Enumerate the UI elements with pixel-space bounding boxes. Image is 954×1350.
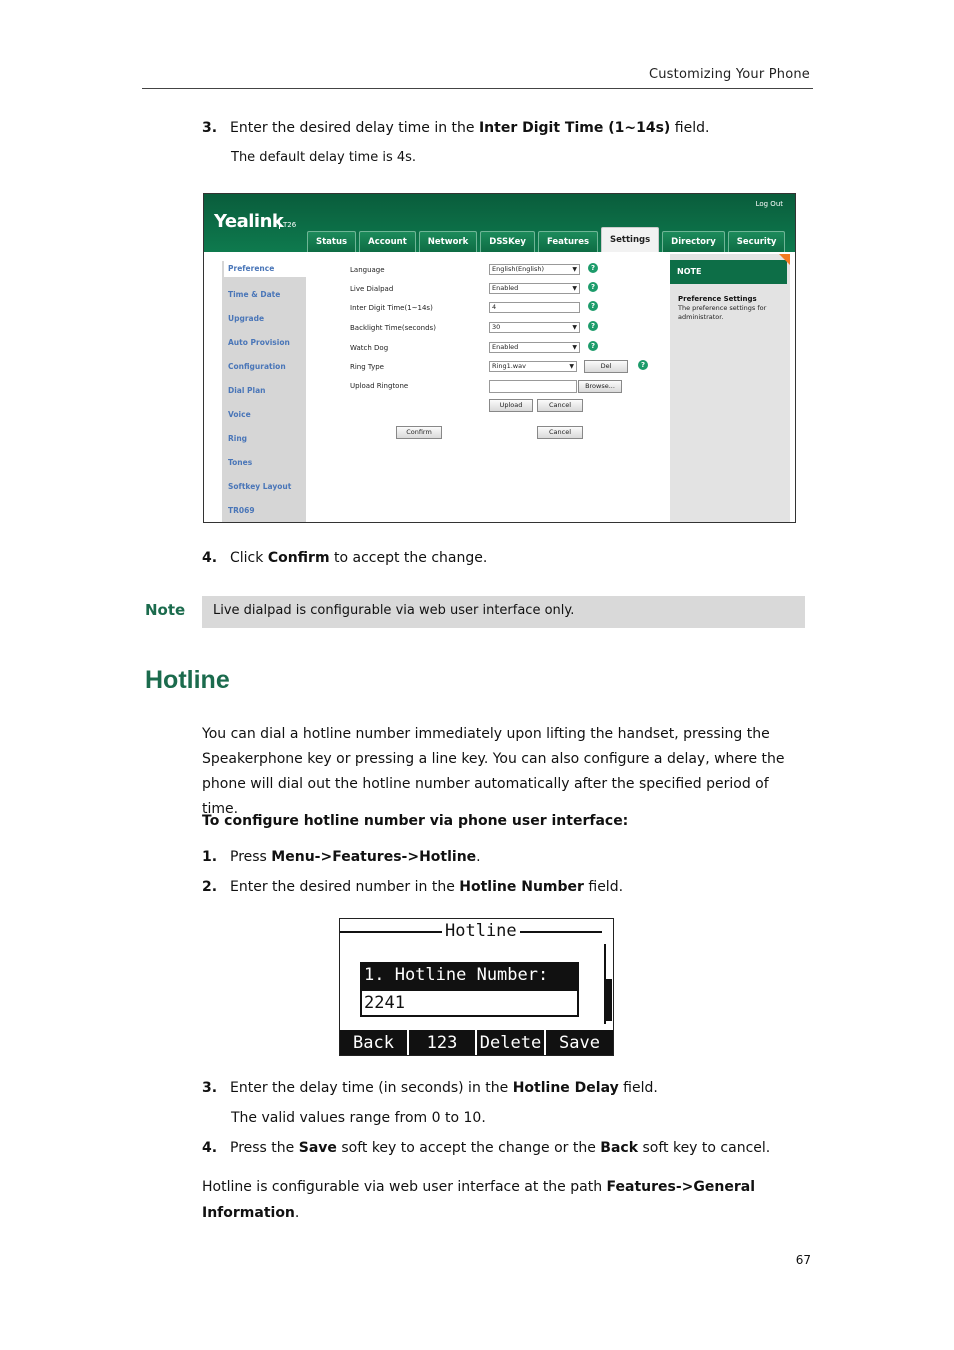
inter-digit-time-value: 4 bbox=[492, 303, 497, 311]
web-ui-note-panel bbox=[670, 254, 790, 523]
tab-network[interactable]: Network bbox=[419, 231, 477, 252]
step-number: 3. bbox=[202, 1080, 218, 1096]
step-text: Enter the desired delay time in the bbox=[230, 120, 479, 136]
step-bold-2: Back bbox=[600, 1140, 639, 1156]
help-icon[interactable]: ? bbox=[588, 341, 598, 351]
running-header: Customizing Your Phone bbox=[648, 67, 810, 82]
step-text: Press bbox=[230, 849, 272, 865]
label-ring-type: Ring Type bbox=[350, 363, 384, 371]
menu-tr069[interactable]: TR069 bbox=[228, 506, 255, 515]
tab-dsskey[interactable]: DSSKey bbox=[480, 231, 535, 252]
web-ui-header bbox=[204, 194, 795, 252]
step-text-post: to accept the change. bbox=[329, 550, 488, 566]
menu-auto-provision[interactable]: Auto Provision bbox=[228, 338, 290, 347]
lcd-title: Hotline bbox=[442, 921, 520, 941]
web-ui-screenshot bbox=[203, 193, 796, 523]
step-text-post: . bbox=[476, 849, 481, 865]
softkey-save[interactable]: Save bbox=[559, 1033, 600, 1053]
step-text: Press the bbox=[230, 1140, 299, 1156]
note-panel-heading: NOTE bbox=[670, 260, 787, 284]
tab-features[interactable]: Features bbox=[538, 231, 598, 252]
default-delay-note: The default delay time is 4s. bbox=[231, 150, 417, 165]
step-bold: Hotline Delay bbox=[512, 1080, 619, 1096]
paragraph-text: Hotline is configurable via web user interface at the path bbox=[202, 1179, 607, 1195]
help-icon[interactable]: ? bbox=[588, 263, 598, 273]
hotline-step-1 bbox=[202, 849, 481, 865]
tab-directory[interactable]: Directory bbox=[662, 231, 725, 252]
dropdown-arrow-icon: ▼ bbox=[569, 363, 574, 370]
ring-type-value: Ring1.wav bbox=[492, 362, 526, 370]
cancel-button[interactable]: Cancel bbox=[537, 426, 583, 439]
softkey-delete[interactable]: Delete bbox=[477, 1030, 546, 1056]
label-language: Language bbox=[350, 266, 385, 274]
hotline-step-2 bbox=[202, 879, 623, 895]
menu-time-date[interactable]: Time & Date bbox=[228, 290, 281, 299]
del-button[interactable]: Del bbox=[584, 360, 628, 373]
step-text-mid: soft key to accept the change or the bbox=[336, 1140, 601, 1156]
note-corner-icon bbox=[779, 254, 790, 265]
lcd-softkey-bar bbox=[340, 1030, 614, 1056]
upload-ringtone-file-input[interactable] bbox=[489, 380, 577, 393]
help-icon[interactable]: ? bbox=[588, 301, 598, 311]
cancel-upload-button[interactable]: Cancel bbox=[537, 399, 583, 412]
step-text-post: field. bbox=[618, 1080, 658, 1096]
inter-digit-time-input[interactable] bbox=[489, 302, 580, 313]
label-upload-ringtone: Upload Ringtone bbox=[350, 382, 409, 390]
tab-status[interactable]: Status bbox=[307, 231, 356, 252]
procedure-heading: To configure hotline number via phone user interface: bbox=[202, 813, 629, 829]
menu-voice[interactable]: Voice bbox=[228, 410, 251, 419]
menu-preference[interactable]: Preference bbox=[224, 261, 308, 277]
help-icon[interactable]: ? bbox=[588, 321, 598, 331]
dropdown-arrow-icon: ▼ bbox=[572, 266, 577, 273]
lcd-hotline-number-input[interactable]: 2241 bbox=[360, 991, 579, 1017]
note-box: Live dialpad is configurable via web user interface only. bbox=[202, 596, 805, 628]
watch-dog-select[interactable] bbox=[489, 342, 580, 353]
label-backlight-time: Backlight Time(seconds) bbox=[350, 324, 436, 332]
step-number: 2. bbox=[202, 879, 218, 895]
menu-upgrade[interactable]: Upgrade bbox=[228, 314, 265, 323]
tab-settings[interactable]: Settings bbox=[601, 227, 659, 252]
phone-lcd-screenshot bbox=[339, 918, 614, 1056]
hotline-intro-paragraph: You can dial a hotline number immediately upon lifting the handset, pressing the Speakerphone key or pressing a line key. You can also configure a delay, where the phone will dial out the hotline number automatically after the specified period of time. bbox=[202, 726, 785, 817]
step-text: Enter the desired number in the bbox=[230, 879, 460, 895]
upload-button[interactable]: Upload bbox=[489, 399, 533, 412]
hotline-step-4 bbox=[202, 1140, 770, 1156]
softkey-back[interactable]: Back bbox=[340, 1030, 409, 1056]
step-bold: Inter Digit Time (1~14s) bbox=[478, 120, 671, 136]
web-config-paragraph bbox=[202, 1174, 806, 1226]
menu-ring[interactable]: Ring bbox=[228, 434, 248, 443]
language-value: English(English) bbox=[492, 265, 545, 273]
lcd-scroll-thumb bbox=[606, 979, 612, 1021]
language-select[interactable] bbox=[489, 264, 580, 275]
help-icon[interactable]: ? bbox=[638, 360, 648, 370]
tab-account[interactable]: Account bbox=[359, 231, 416, 252]
step-4-confirm bbox=[202, 550, 487, 566]
step-text-post: field. bbox=[670, 120, 710, 136]
browse-button[interactable]: Browse... bbox=[578, 380, 622, 393]
watch-dog-value: Enabled bbox=[492, 343, 519, 351]
label-live-dialpad: Live Dialpad bbox=[350, 285, 394, 293]
step-text: Enter the delay time (in seconds) in the bbox=[230, 1080, 513, 1096]
hotline-step-3 bbox=[202, 1080, 658, 1096]
backlight-time-value: 30 bbox=[492, 323, 501, 331]
model-label: T26 bbox=[279, 221, 296, 229]
live-dialpad-value: Enabled bbox=[492, 284, 519, 292]
help-icon[interactable]: ? bbox=[588, 282, 598, 292]
step-number: 3. bbox=[202, 120, 218, 136]
step-3-inter-digit bbox=[202, 120, 709, 136]
step-bold: Menu->Features->Hotline bbox=[271, 849, 477, 865]
lcd-field-label: 1. Hotline Number: bbox=[360, 962, 579, 991]
valid-range-note: The valid values range from 0 to 10. bbox=[231, 1110, 486, 1126]
step-bold: Confirm bbox=[267, 550, 330, 566]
menu-tones[interactable]: Tones bbox=[228, 458, 253, 467]
step-text-post: field. bbox=[583, 879, 624, 895]
dropdown-arrow-icon: ▼ bbox=[572, 285, 577, 292]
label-watch-dog: Watch Dog bbox=[350, 344, 389, 352]
header-rule bbox=[142, 88, 813, 89]
step-text: Click bbox=[230, 550, 268, 566]
note-label: Note bbox=[145, 601, 186, 619]
menu-dial-plan[interactable]: Dial Plan bbox=[228, 386, 266, 395]
step-number: 1. bbox=[202, 849, 218, 865]
web-ui-tabs bbox=[307, 231, 785, 252]
step-bold: Hotline Number bbox=[459, 879, 584, 895]
dropdown-arrow-icon: ▼ bbox=[572, 344, 577, 351]
menu-softkey-layout[interactable]: Softkey Layout bbox=[228, 482, 292, 491]
note-panel-body: The preference settings for administrator. bbox=[678, 304, 767, 321]
dropdown-arrow-icon: ▼ bbox=[572, 324, 577, 331]
paragraph-bold: Features->General Information bbox=[202, 1179, 756, 1221]
step-number: 4. bbox=[202, 1140, 218, 1156]
logout-link[interactable]: Log Out bbox=[755, 200, 783, 208]
ring-type-select[interactable] bbox=[489, 361, 577, 372]
yealink-logo: Yealink bbox=[214, 211, 284, 232]
step-bold: Save bbox=[298, 1140, 337, 1156]
step-number: 4. bbox=[202, 550, 218, 566]
paragraph-text-post: . bbox=[294, 1205, 300, 1221]
note-panel-title: Preference Settings bbox=[678, 295, 757, 303]
backlight-time-select[interactable] bbox=[489, 322, 580, 333]
web-ui-left-menu bbox=[222, 261, 306, 523]
section-title-hotline: Hotline bbox=[145, 666, 230, 694]
tab-security[interactable]: Security bbox=[728, 231, 786, 252]
softkey-123[interactable]: 123 bbox=[409, 1030, 477, 1056]
label-inter-digit-time: Inter Digit Time(1~14s) bbox=[350, 304, 433, 312]
confirm-button[interactable]: Confirm bbox=[396, 426, 442, 439]
step-text-post: soft key to cancel. bbox=[638, 1140, 771, 1156]
page-number: 67 bbox=[795, 1253, 811, 1267]
menu-configuration[interactable]: Configuration bbox=[228, 362, 286, 371]
live-dialpad-select[interactable] bbox=[489, 283, 580, 294]
